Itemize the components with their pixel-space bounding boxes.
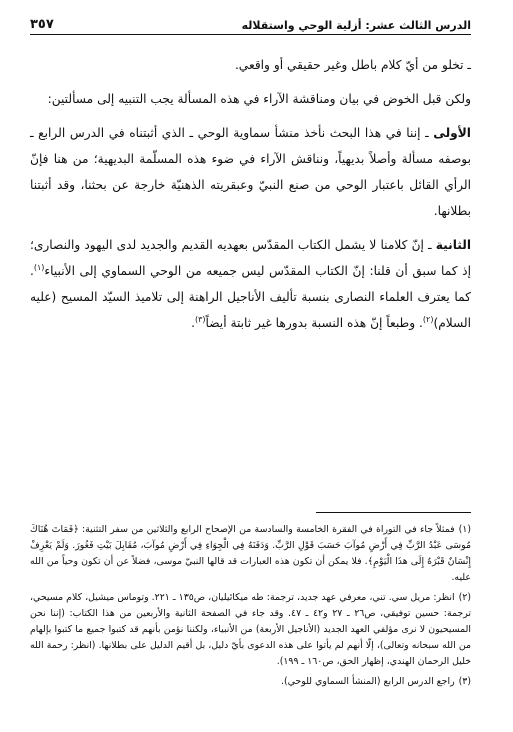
footnote-divider <box>316 512 471 513</box>
first-point-heading: الأولى <box>433 126 471 140</box>
paragraph-second-point <box>30 232 471 336</box>
footnote-3 <box>30 674 471 690</box>
footnote-1-text: فمثلاً جاء في التوراة في الفقرة الخامسة والسادسة من الإصحاح الرابع والثلاثين من سفر التثنية: ﴿فَمَاتَ هُنَاكَ مُوسَى عَبْدُ الرَّبِّ فِي أَرْضِ مُوآبَ حَسَبَ قَوْلِ الرَّبِّ. وَدَفَنَهُ فِي الْجِوَاءِ فِي أَرْضِ مُوآبَ، مُقَابِلَ بَيْتِ فَغُورَ. وَلَمْ يَعْرِفْ إِنْسَانٌ قَبْرَهُ إِلَى هذَا الْيَوْمِ﴾. فلا يمكن أن تكون هذه العبارات قد قالها النبيّ موسى، فضلاً عن أن تكون وحياً من الله عليه. <box>30 524 471 583</box>
second-point-text-b: . كما يعترف العلماء النصارى بنسبة تأليف الأناجيل الراهنة إلى تلاميذ السيّد المسيح (عليه السلام) <box>30 264 471 330</box>
footnote-ref-3[interactable]: (٣) <box>194 314 206 324</box>
footnote-ref-1[interactable]: (١) <box>33 262 45 272</box>
footnotes <box>30 522 471 694</box>
page-number: ٣٥٧ <box>30 17 54 32</box>
footnote-ref-2[interactable]: (٢) <box>422 314 434 324</box>
paragraph-intro-tail: ـ تخلو من أيّ كلام باطل وغير حقيقي أو واقعي. <box>234 58 471 72</box>
paragraph-first-point <box>30 120 471 224</box>
second-point-text-c: . وطبعاً إنّ هذه النسبة بدورها غير ثابتة أيضاً <box>205 316 423 330</box>
second-point-text-a: ـ إنّ كلامنا لا يشمل الكتاب المقدّس بعهديه القديم والجديد لدى اليهود والنصارى؛ إذ كما سبق أن قلنا: إنّ الكتاب المقدّس ليس جميعه من الوحي السماوي إلى الأنبياء <box>30 238 471 278</box>
main-text <box>30 52 471 344</box>
footnote-3-text: راجع الدرس الرابع (المنشأ السماوي للوحي). <box>280 676 455 687</box>
footnote-2 <box>30 590 471 670</box>
first-point-text: ـ إننا في هذا البحث نأخذ منشأ سماوية الوحي ـ الذي أثبتناه في الدرس الرابع ـ بوصفه مسألة وأصلاً بديهياً، ونناقش الآراء في ضوء هذه المسلّمة البديهية؛ من هنا فإنّ الرأي القائل باعتبار الوحي من صنع النبيّ وعبقريته الذهنيّة خارجة عن بحثنا، وقد أثبتنا بطلانها. <box>30 126 471 218</box>
footnote-2-text: انظر: مريل سي. تني، معرفي عهد جديد، ترجمة: طه ميكائيليان، ص١٣٥ ـ ٢٢١. وتوماس ميشيل، كلام مسيحي، ترجمة: حسين توفيقي، ص٢٦ ـ ٢٧ و٤٢ ـ ٤٧. وقد جاء في الصفحة الثانية والأربعين من هذا الكتاب: (إننا نحن المسيحيون لا نرى مؤلفي العهد الجديد (الأناجيل الأربعة) من الأنبياء، ولكننا نؤمن بأنهم قد كتبوا جميع ما كتبوا بإلهام من الله سبحانه وتعالى)، إلّا أنهم لم يأتوا على هذه الدعوى بأيّ دليل، بل أقيم الدليل على بطلانها. (انظر: رحمة الله خليل الرحمان الهندي، إظهار الحق، ص١٦٠ ـ ١٩٩). <box>30 592 471 667</box>
chapter-title: الدرس الثالث عشر: أزلية الوحي واستقلاله <box>241 19 471 32</box>
second-point-heading: الثانية <box>435 238 471 252</box>
paragraph-preface: ولكن قبل الخوض في بيان ومناقشة الآراء في هذه المسألة يجب التنبيه إلى مسألتين: <box>47 92 471 106</box>
second-point-text-d: . <box>191 316 195 330</box>
running-header <box>30 10 471 35</box>
footnote-1-number: (١) <box>458 524 471 535</box>
footnote-1 <box>30 522 471 586</box>
footnote-3-number: (٣) <box>458 676 471 687</box>
footnote-2-number: (٢) <box>458 592 471 603</box>
